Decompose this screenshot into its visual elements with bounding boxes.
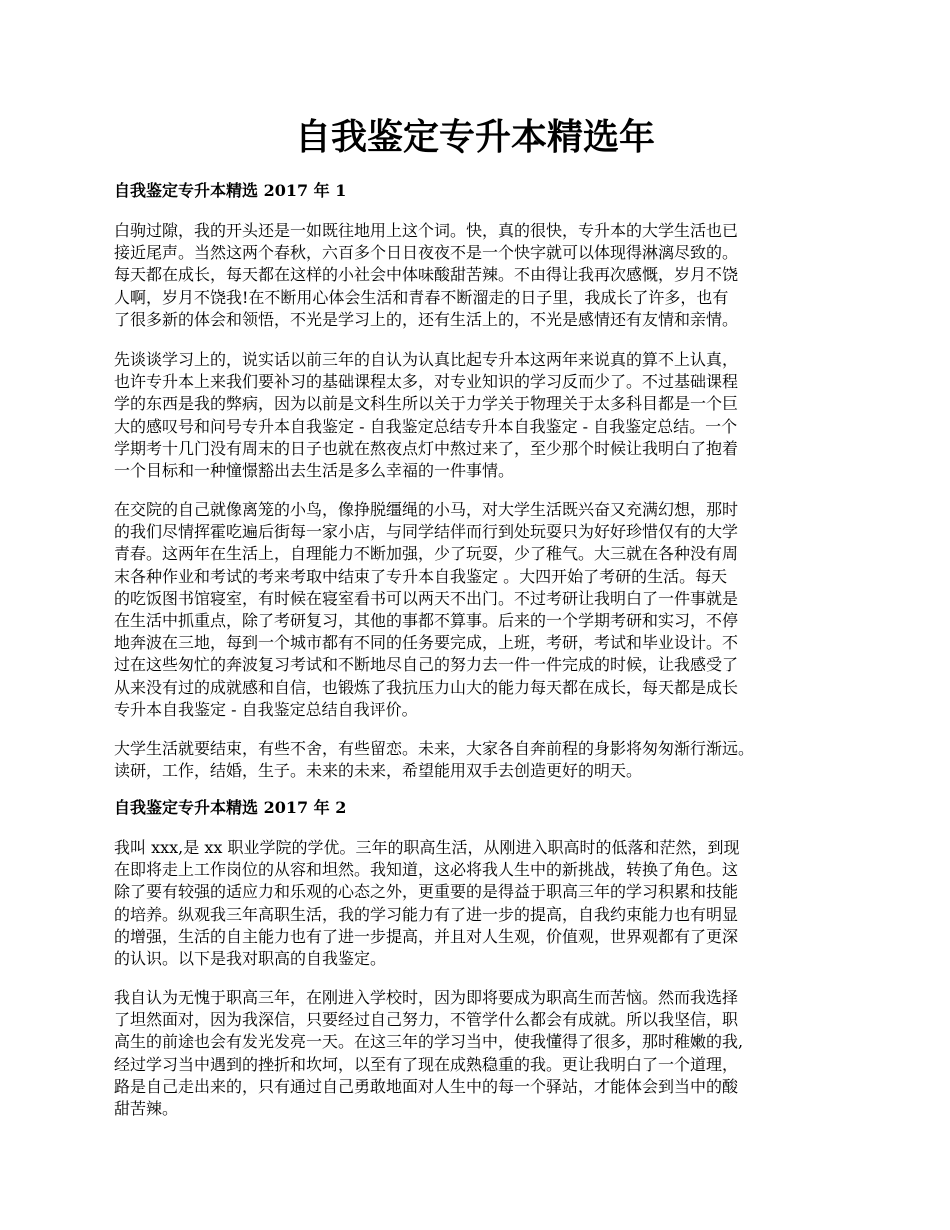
- section-1-paragraph-2: [114, 349, 844, 482]
- paragraph-line: 我叫 xxx,是 xx 职业学院的学优。三年的职高生活，从刚进入职高时的低落和茫然，到现: [114, 838, 740, 857]
- paragraph-line: 接近尾声。当然这两个春秋，六百多个日日夜夜不是一个快字就可以体现得淋漓尽致的。: [114, 243, 739, 263]
- paragraph-line: 路是自己走出来的，只有通过自己勇敢地面对人生中的每一个驿站，才能体会到当中的酸: [114, 1076, 739, 1096]
- paragraph-line: 人啊，岁月不饶我!在不断用心体会生活和青春不断溜走的日子里，我成长了许多，也有: [114, 287, 729, 307]
- paragraph-line: 专升本自我鉴定 - 自我鉴定总结自我评价。: [114, 699, 418, 719]
- paragraph-line: 高生的前途也会有发光发亮一天。在这三年的学习当中，使我懂得了很多，那时稚嫩的我,: [114, 1032, 744, 1052]
- document-title: 自我鉴定专升本精选年: [294, 116, 655, 158]
- paragraph-line: 过在这些匆忙的奔波复习考试和不断地尽自己的努力去一件一件完成的时候，让我感受了: [114, 655, 739, 675]
- section-1-paragraph-1: [114, 220, 844, 331]
- paragraph-line: 大的感叹号和问号专升本自我鉴定 - 自我鉴定总结专升本自我鉴定 - 自我鉴定总结。一个: [114, 416, 738, 436]
- paragraph-line: 青春。这两年在生活上，自理能力不断加强，少了玩耍，少了稚气。大三就在各种没有周: [114, 544, 739, 564]
- paragraph-line: 了很多新的体会和领悟，不光是学习上的，还有生活上的，不光是感情还有友情和亲情。: [114, 309, 739, 329]
- paragraph-line: 也许专升本上来我们要补习的基础课程太多，对专业知识的学习反而少了。不过基础课程: [114, 372, 739, 392]
- section-2-heading: 自我鉴定专升本精选 2017 年 2: [114, 798, 347, 817]
- paragraph-line: 在生活中抓重点，除了考研复习，其他的事都不算事。后来的一个学期考研和实习，不停: [114, 611, 739, 631]
- section-1-paragraph-4: [114, 738, 844, 782]
- paragraph-line: 了坦然面对，因为我深信，只要经过自己努力，不管学什么都会有成就。所以我坚信，职: [114, 1010, 739, 1030]
- paragraph-line: 学期考十几门没有周末的日子也就在熬夜点灯中熬过来了，至少那个时候让我明白了抱着: [114, 438, 739, 458]
- paragraph-line: 末各种作业和考试的考来考取中结束了专升本自我鉴定 。大四开始了考研的生活。每天: [114, 566, 728, 586]
- paragraph-line: 除了要有较强的适应力和乐观的心态之外，更重要的是得益于职高三年的学习积累和技能: [114, 882, 739, 902]
- paragraph-line: 从来没有过的成就感和自信，也锻炼了我抗压力山大的能力每天都在成长，每天都是成长: [114, 677, 739, 697]
- paragraph-line: 大学生活就要结束，有些不舍，有些留恋。未来，大家各自奔前程的身影将匆匆渐行渐远。: [114, 739, 755, 758]
- paragraph-line: 学的东西是我的弊病，因为以前是文科生所以关于力学关于物理关于太多科目都是一个巨: [114, 394, 739, 414]
- paragraph-line: 的认识。以下是我对职高的自我鉴定。: [114, 949, 387, 969]
- paragraph-line: 我自认为无愧于职高三年，在刚进入学校时，因为即将要成为职高生而苦恼。然而我选择: [114, 988, 739, 1007]
- paragraph-line: 在即将走上工作岗位的从容和坦然。我知道，这必将我人生中的新挑战，转换了角色。这: [114, 860, 739, 880]
- section-1-heading: 自我鉴定专升本精选 2017 年 1: [114, 181, 347, 200]
- paragraph-line: 先谈谈学习上的，说实话以前三年的自认为认真比起专升本这两年来说真的算不上认真，: [114, 350, 739, 369]
- paragraph-line: 经过学习当中遇到的挫折和坎坷，以至有了现在成熟稳重的我。更让我明白了一个道理，: [114, 1054, 739, 1074]
- section-2-paragraph-2: [114, 987, 844, 1120]
- paragraph-line: 白驹过隙，我的开头还是一如既往地用上这个词。快，真的很快，专升本的大学生活也已: [114, 221, 739, 240]
- paragraph-line: 的培养。纵观我三年高职生活，我的学习能力有了进一步的提高，自我约束能力也有明显: [114, 904, 739, 924]
- paragraph-line: 地奔波在三地，每到一个城市都有不同的任务要完成，上班，考研，考试和毕业设计。不: [114, 633, 739, 653]
- paragraph-line: 的我们尽情挥霍吃遍后街每一家小店，与同学结伴而行到处玩耍只为好好珍惜仅有的大学: [114, 522, 739, 542]
- paragraph-line: 在交院的自己就像离笼的小鸟，像挣脱缰绳的小马，对大学生活既兴奋又充满幻想，那时: [114, 500, 739, 519]
- section-1-paragraph-3: [114, 499, 844, 721]
- paragraph-line: 甜苦辣。: [114, 1099, 179, 1119]
- paragraph-line: 每天都在成长，每天都在这样的小社会中体味酸甜苦辣。不由得让我再次感慨，岁月不饶: [114, 265, 739, 285]
- paragraph-line: 的增强，生活的自主能力也有了进一步提高，并且对人生观，价值观，世界观都有了更深: [114, 926, 739, 946]
- section-2-paragraph-1: [114, 837, 844, 970]
- paragraph-line: 读研，工作，结婚，生子。未来的未来，希望能用双手去创造更好的明天。: [114, 761, 643, 781]
- paragraph-line: 一个目标和一种憧憬豁出去生活是多么幸福的一件事情。: [114, 461, 515, 481]
- paragraph-line: 的吃饭图书馆寝室，有时候在寝室看书可以两天不出门。不过考研让我明白了一件事就是: [114, 588, 739, 608]
